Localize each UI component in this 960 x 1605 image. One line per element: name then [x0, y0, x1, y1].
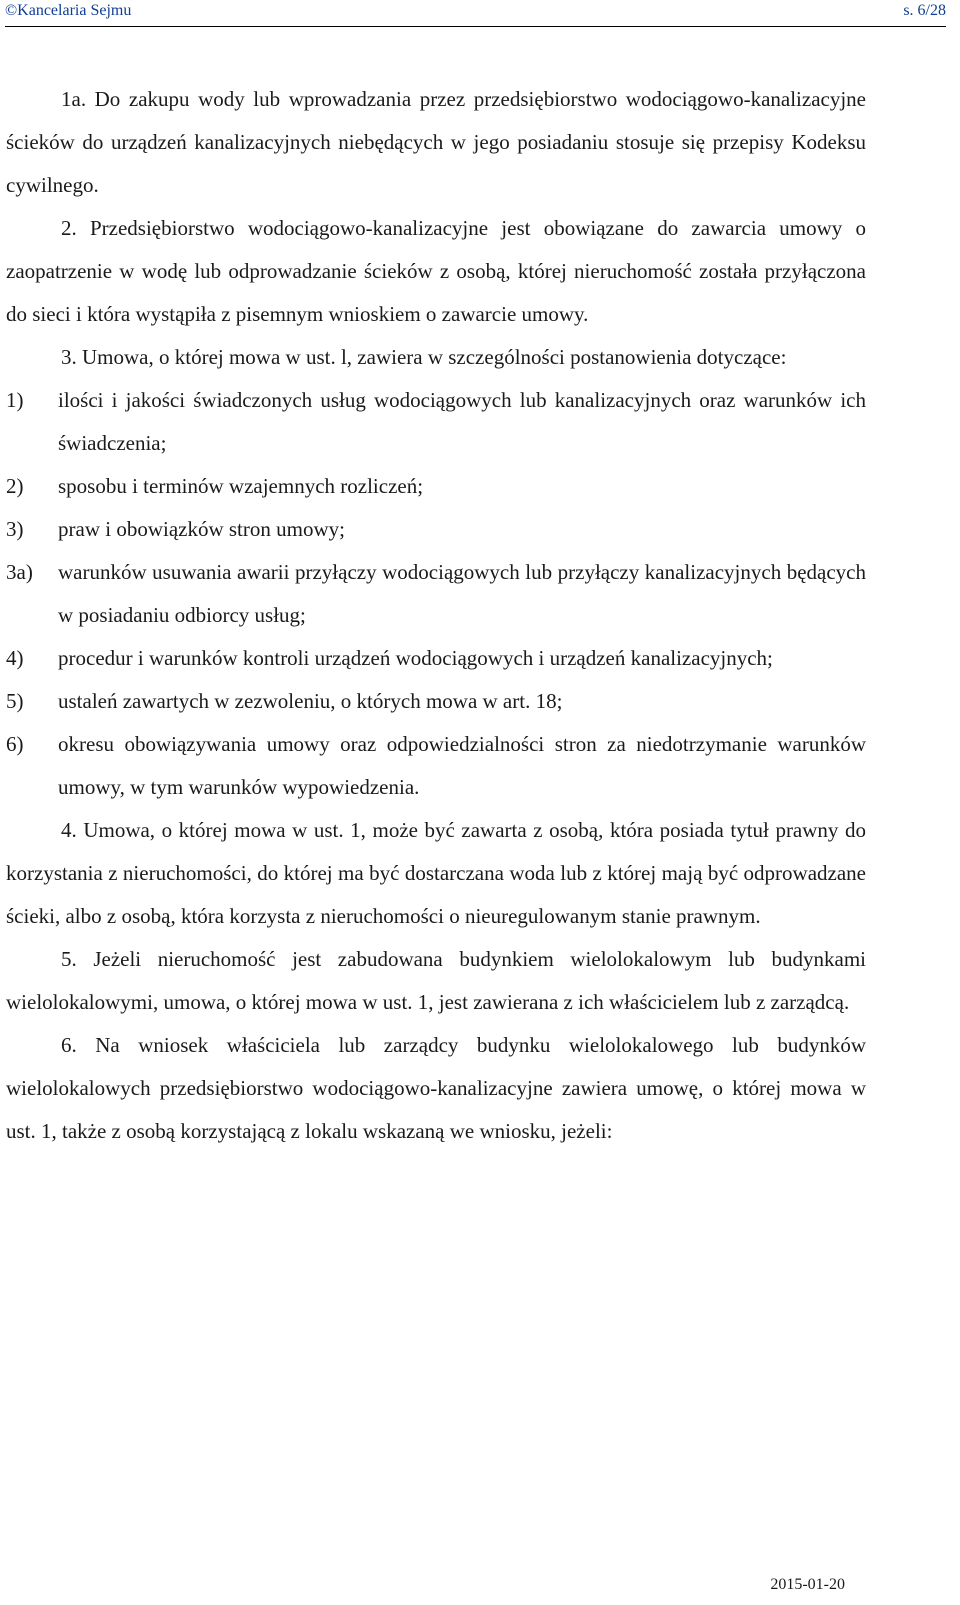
- list-item: [6, 680, 866, 723]
- page-number: s. 6/28: [903, 2, 946, 19]
- paragraph-6: 6. Na wniosek właściciela lub zarządcy budynku wielolokalowego lub budynków wielolokalowych przedsiębiorstwo wodociągowo-kanalizacyjne zawiera umowę, o której mowa w ust. 1, także z osobą korzystającą z lokalu wskazaną we wniosku, jeżeli:: [6, 1033, 866, 1143]
- list-item-number: 3a): [6, 560, 33, 584]
- list-item: [6, 637, 866, 680]
- list-item: [6, 379, 866, 465]
- list-item-text: warunków usuwania awarii przyłączy wodociągowych lub przyłączy kanalizacyjnych będących w posiadaniu odbiorcy usług;: [58, 560, 866, 627]
- list-item: [6, 551, 866, 637]
- list-item-number: 2): [6, 474, 24, 498]
- footer-date: 2015-01-20: [770, 1576, 845, 1593]
- list-item-number: 6): [6, 732, 24, 756]
- paragraph-4: 4. Umowa, o której mowa w ust. 1, może być zawarta z osobą, która posiada tytuł prawny do korzystania z nieruchomości, do której ma być dostarczana woda lub z której mają być odprowadzane ścieki, albo z osobą, która korzysta z nieruchomości o nieuregulowanym stanie prawnym.: [6, 818, 866, 928]
- paragraph-1a: 1a. Do zakupu wody lub wprowadzania przez przedsiębiorstwo wodociągowo-kanalizacyjne ścieków do urządzeń kanalizacyjnych niebędących w jego posiadaniu stosuje się przepisy Kodeksu cywilnego.: [6, 87, 866, 197]
- list-item: [6, 508, 866, 551]
- page-header: [5, 0, 946, 27]
- list-item-number: 4): [6, 646, 24, 670]
- list-item-text: ilości i jakości świadczonych usług wodociągowych lub kanalizacyjnych oraz warunków ich świadczenia;: [58, 388, 866, 455]
- list-item-number: 3): [6, 517, 24, 541]
- list-item-number: 1): [6, 388, 24, 412]
- header-copyright: ©Kancelaria Sejmu: [5, 2, 132, 19]
- list-item-number: 5): [6, 689, 24, 713]
- paragraph-2: 2. Przedsiębiorstwo wodociągowo-kanalizacyjne jest obowiązane do zawarcia umowy o zaopatrzenie w wodę lub odprowadzanie ścieków z osobą, której nieruchomość została przyłączona do sieci i która wystąpiła z pisemnym wnioskiem o zawarcie umowy.: [6, 216, 866, 326]
- list-item: [6, 723, 866, 809]
- paragraph-5: 5. Jeżeli nieruchomość jest zabudowana budynkiem wielolokalowym lub budynkami wielolokalowymi, umowa, o której mowa w ust. 1, jest zawierana z ich właścicielem lub z zarządcą.: [6, 947, 866, 1014]
- list-item-text: ustaleń zawartych w zezwoleniu, o których mowa w art. 18;: [58, 689, 563, 713]
- list-item-text: okresu obowiązywania umowy oraz odpowiedzialności stron za niedotrzymanie warunków umowy, w tym warunków wypowiedzenia.: [58, 732, 866, 799]
- list-item-text: procedur i warunków kontroli urządzeń wodociągowych i urządzeń kanalizacyjnych;: [58, 646, 773, 670]
- list-item-text: praw i obowiązków stron umowy;: [58, 517, 345, 541]
- document-body: [6, 78, 866, 1153]
- list-item-text: sposobu i terminów wzajemnych rozliczeń;: [58, 474, 424, 498]
- list-item: [6, 465, 866, 508]
- paragraph-3: 3. Umowa, o której mowa w ust. l, zawiera w szczególności postanowienia dotyczące:: [61, 345, 787, 369]
